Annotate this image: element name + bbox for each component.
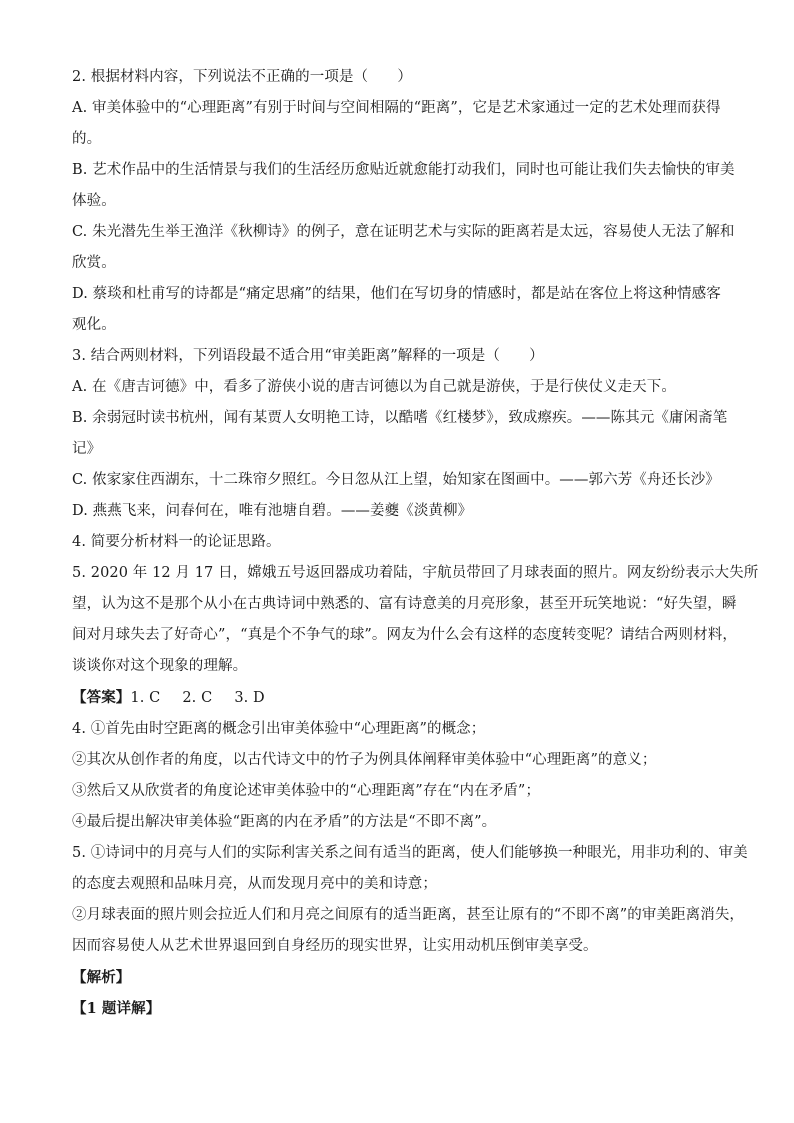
q2-option-c-line1: C. 朱光潜先生举王渔洋《秋柳诗》的例子，意在证明艺术与实际的距离若是太远，容易使人无法了解和 [72, 224, 735, 240]
q3-stem: 3. 结合两则材料，下列语段最不适合用“审美距离”解释的一项是（ ） [72, 348, 544, 364]
answer-q4-point4: ④最后提出解决审美体验“距离的内在矛盾”的方法是“不即不离”。 [72, 814, 497, 830]
answer-q4-point3: ③然后又从欣赏者的角度论述审美体验中的“心理距离”存在“内在矛盾”； [72, 783, 541, 799]
q2-option-d-line2: 观化。 [72, 317, 116, 333]
analysis-q1-heading: 【1 题详解】 [72, 1000, 161, 1017]
q5-stem-line4: 谈谈你对这个现象的理解。 [72, 658, 248, 674]
q5-stem-line1: 5. 2020 年 12 月 17 日，嫦娥五号返回器成功着陆，宇航员带回了月球表面的照片。网友纷纷表示大失所 [72, 565, 759, 581]
q3-option-b-line2: 记》 [72, 441, 102, 457]
q5-stem-line3: 间对月球失去了好奇心”，“真是个不争气的球”。网友为什么会有这样的态度转变呢？请结合两则材料， [72, 627, 737, 643]
q4-stem: 4. 简要分析材料一的论证思路。 [72, 534, 281, 550]
q2-option-d-line1: D. 蔡琰和杜甫写的诗都是“痛定思痛”的结果，他们在写切身的情感时，都是站在客位上将这种情感客 [72, 286, 721, 302]
answer-2: 2. C [182, 690, 213, 706]
answer-q5-point1-line1: 5. ①诗词中的月亮与人们的实际利害关系之间有适当的距离，使人们能够换一种眼光，用非功利的、审美 [72, 845, 748, 861]
analysis-tag: 【解析】 [72, 969, 131, 986]
answer-q4-point2: ②其次从创作者的角度，以古代诗文中的竹子为例具体阐释审美体验中“心理距离”的意义； [72, 752, 657, 768]
q3-option-b-line1: B. 余弱冠时读书杭州，闻有某贾人女明艳工诗，以酷嗜《红楼梦》，致成瘵疾。——陈其元《庸闲斋笔 [72, 410, 728, 426]
document-page [72, 62, 759, 1024]
q2-option-c-line2: 欣赏。 [72, 255, 116, 271]
answer-q5-point2-line1: ②月球表面的照片则会拉近人们和月亮之间原有的适当距离，甚至让原有的“不即不离”的审美距离消失， [72, 907, 745, 923]
answer-3: 3. D [234, 690, 265, 706]
q2-stem: 2. 根据材料内容，下列说法不正确的一项是（ ） [72, 69, 412, 85]
answer-q4-point1: 4. ①首先由时空距离的概念引出审美体验中“心理距离”的概念； [72, 721, 486, 737]
answer-tag: 【答案】 [72, 689, 131, 706]
q3-option-c: C. 侬家家住西湖东，十二珠帘夕照红。今日忽从江上望，始知家在图画中。——郭六芳《舟还长沙》 [72, 472, 720, 488]
answer-q5-point1-line2: 的态度去观照和品味月亮，从而发现月亮中的美和诗意； [72, 876, 437, 892]
q3-option-d: D. 燕燕飞来，问春何在，唯有池塘自碧。——姜夔《淡黄柳》 [72, 503, 473, 519]
answer-1: 1. C [130, 690, 161, 706]
q3-option-a: A. 在《唐吉诃德》中，看多了游侠小说的唐吉诃德以为自己就是游侠，于是行侠仗义走天下。 [72, 379, 676, 395]
q5-stem-line2: 望，认为这不是那个从小在古典诗词中熟悉的、富有诗意美的月亮形象，甚至开玩笑地说：“好失望，瞬 [72, 596, 737, 612]
q2-option-b-line1: B. 艺术作品中的生活情景与我们的生活经历愈贴近就愈能打动我们，同时也可能让我们失去愉快的审美 [72, 162, 735, 178]
q2-option-b-line2: 体验。 [72, 193, 116, 209]
q2-option-a-line2: 的。 [72, 131, 102, 147]
answer-q5-point2-line2: 因而容易使人从艺术世界退回到自身经历的现实世界，让实用动机压倒审美享受。 [72, 938, 598, 954]
q2-option-a-line1: A. 审美体验中的“心理距离”有别于时间与空间相隔的“距离”，它是艺术家通过一定的艺术处理而获得 [72, 100, 721, 116]
answer-summary [72, 682, 722, 714]
